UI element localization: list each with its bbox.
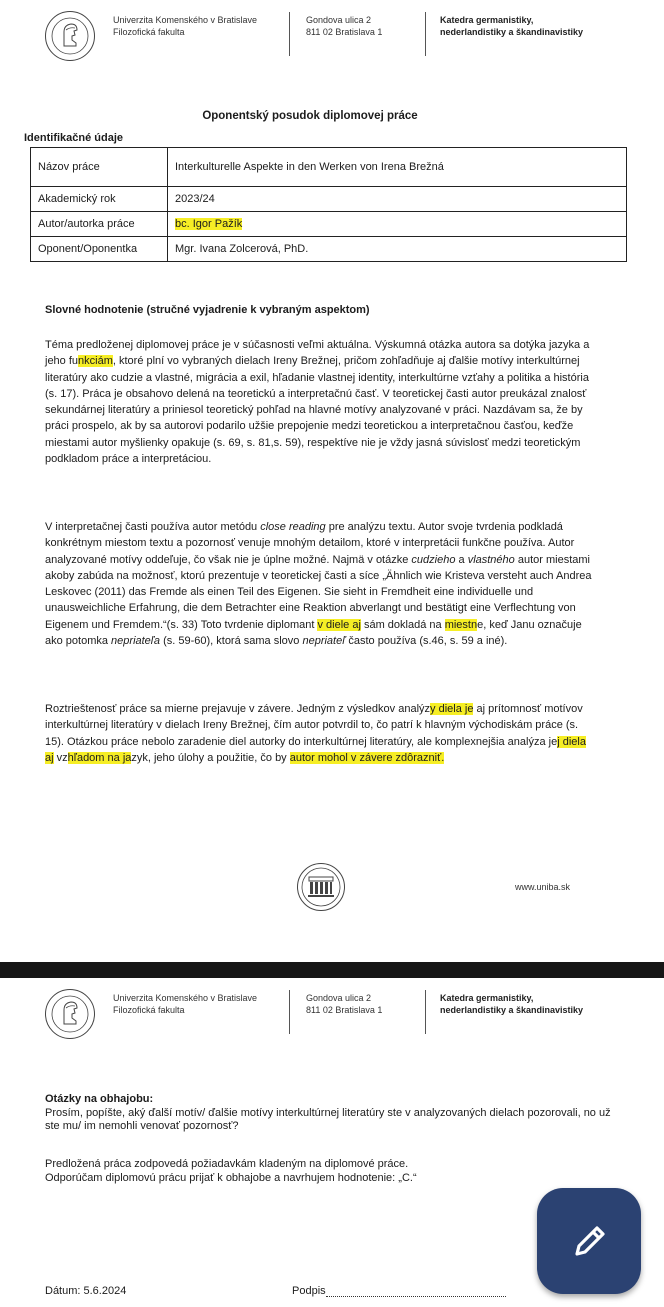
table-row <box>31 237 627 262</box>
edit-button[interactable] <box>537 1188 641 1294</box>
table-row <box>31 187 627 212</box>
signature-line: Podpis <box>292 1285 506 1297</box>
academic-year-value: 2023/24 <box>168 187 627 212</box>
identification-table <box>30 147 627 262</box>
divider <box>289 12 290 56</box>
defense-questions <box>45 1093 615 1134</box>
evaluation-paragraph-3: Roztrieštenosť práce sa mierne prejavuje v závere. Jedným z výsledkov analýzy diela je aj prítomnosť motívov interkultúrnej literatúry v dielach Ireny Brežnej, čím autor potvrdil to, čo patrí k hlavným východiskám práce (s. 15). Otázkou práce nebolo zaradenie diel autorky do interkultúrnej literatúry, ale komplexnejšia analýza jej diela aj vzhľadom na jazyk, jeho úlohy a použitie, čo by autor mohol v závere zdôrazniť. <box>45 703 586 764</box>
university-name: Univerzita Komenského v Bratislave Filozofická fakulta <box>113 993 258 1015</box>
table-cell-label: Oponent/Oponentka <box>31 237 168 262</box>
identification-heading: Identifikačné údaje <box>24 132 124 144</box>
questions-heading: Otázky na obhajobu: <box>45 1093 154 1105</box>
thesis-title-value: Interkulturelle Aspekte in den Werken von Irena Brežná <box>168 148 627 187</box>
highlight: nkciám <box>78 355 113 368</box>
highlight: hľadom na ja <box>67 751 132 764</box>
signature-dots <box>326 1296 506 1297</box>
pencil-icon <box>571 1222 609 1260</box>
evaluation-paragraph-2: V interpretačnej časti používa autor metódu close reading pre analýzu textu. Autor svoje tvrdenia podkladá konkrétnym miestom textu a pozornosť venuje mnohým detailom, ktoré v interpretácii funkčne používa. Autor analyzované motívy oddeľuje, čo však nie je úplne možné. Najmä v otázke cudzieho a vlastného autor miestami akoby zabúda na možnosť, ktorú prezentuje v teoretickej časti a síce „Ähnlich wie Kristeva versteht auch Andrea Leskovec (2011) das Fremde als einen Teil des Eigenen. Sie sieht in Fremdheit eine individuelle und unausweichliche Erfahrung, die dem Betrachter eine Reaktion abverlangt und bestätigt eine Verflechtung von Eigenem und Fremdem.“(s. 33) Toto tvrdenie diplomant v diele aj sám dokladá na miestne, keď Janu označuje ako potomka nepriateľa (s. 59-60), ktorá sama slovo nepriateľ často používa (s.46, s. 59 a iné). <box>45 521 592 648</box>
university-name: Univerzita Komenského v Bratislave Filozofická fakulta <box>113 15 258 37</box>
department-name: Katedra germanistiky, nederlandistiky a škandinavistiky <box>440 15 584 37</box>
divider <box>425 12 426 56</box>
table-row <box>31 148 627 187</box>
highlight: v diele aj <box>317 618 361 631</box>
highlight: j diela aj <box>45 735 586 764</box>
evaluation-heading: Slovné hodnotenie (stručné vyjadrenie k vybraným aspektom) <box>45 304 370 316</box>
letterhead <box>0 0 664 70</box>
date-label: Dátum: 5.6.2024 <box>45 1285 127 1297</box>
university-seal-icon <box>44 988 96 1040</box>
table-cell-label: Autor/autorka práce <box>31 212 168 237</box>
highlight: y diela je <box>430 703 474 715</box>
table-cell-label: Akademický rok <box>31 187 168 212</box>
letterhead <box>0 978 664 1048</box>
conclusion: Predložená práca zodpovedá požiadavkám kladeným na diplomové práce. Odporúčam diplomovú prácu prijať k obhajobe a navrhujem hodnotenie: „C.“ <box>45 1158 417 1184</box>
footer-url: www.uniba.sk <box>515 882 571 892</box>
highlight: autor mohol v závere zdôrazniť. <box>289 751 445 764</box>
university-address: Gondova ulica 2 811 02 Bratislava 1 <box>306 15 383 37</box>
document-title: Oponentský posudok diplomovej práce <box>202 110 418 122</box>
table-cell-label: Názov práce <box>31 148 168 187</box>
opponent-value: Mgr. Ivana Zolcerová, PhD. <box>168 237 627 262</box>
evaluation-paragraph-1: Téma predloženej diplomovej práce je v súčasnosti veľmi aktuálna. Výskumná otázka autora sa dotýka jazyka a jeho funkciám, ktoré plní vo vybraných dielach Ireny Brežnej, pričom zohľadňuje aj ďalšie motívy interkultúrnej literatúry ako cudzie a vlastné, migrácia a exil, hľadanie vlastnej identity, interkultúrne vzťahy a politika a história (s. 17). Práca je obsahovo delená na teoretickú a interpretačnú časť. V teoretickej časti autor preukázal znalosť sekundárnej literatúry a priniesol teoretický pohľad na hlavné motívy analyzované v práci. Nazdávam sa, že by práci prospelo, ak by sa autorovi podarilo užšie prepojenie medzi teoretickou a interpretačnou časťou, keďže miestami autor myšlienky opakuje (s. 69, s. 81,s. 59), respektíve nie je vždy jasná súvislosť medzi teoretickým podkladom práce a interpretáciou. <box>45 339 590 466</box>
department-name: Katedra germanistiky, nederlandistiky a škandinavistiky <box>440 993 584 1015</box>
highlight: miestn <box>444 618 478 631</box>
page-separator <box>0 962 664 978</box>
author-value <box>168 212 627 237</box>
highlight: bc. Igor Pažík <box>175 218 243 230</box>
table-row <box>31 212 627 237</box>
divider <box>289 990 290 1034</box>
university-building-icon <box>296 862 346 912</box>
questions-text: Prosím, popíšte, aký ďalší motív/ ďalšie motívy interkultúrnej literatúry ste v analyzovaných dielach pozorovali, no už ste mu/ im nemohli venovať pozornosť? <box>45 1106 611 1132</box>
university-address: Gondova ulica 2 811 02 Bratislava 1 <box>306 993 383 1015</box>
university-seal-icon <box>44 10 96 62</box>
divider <box>425 990 426 1034</box>
